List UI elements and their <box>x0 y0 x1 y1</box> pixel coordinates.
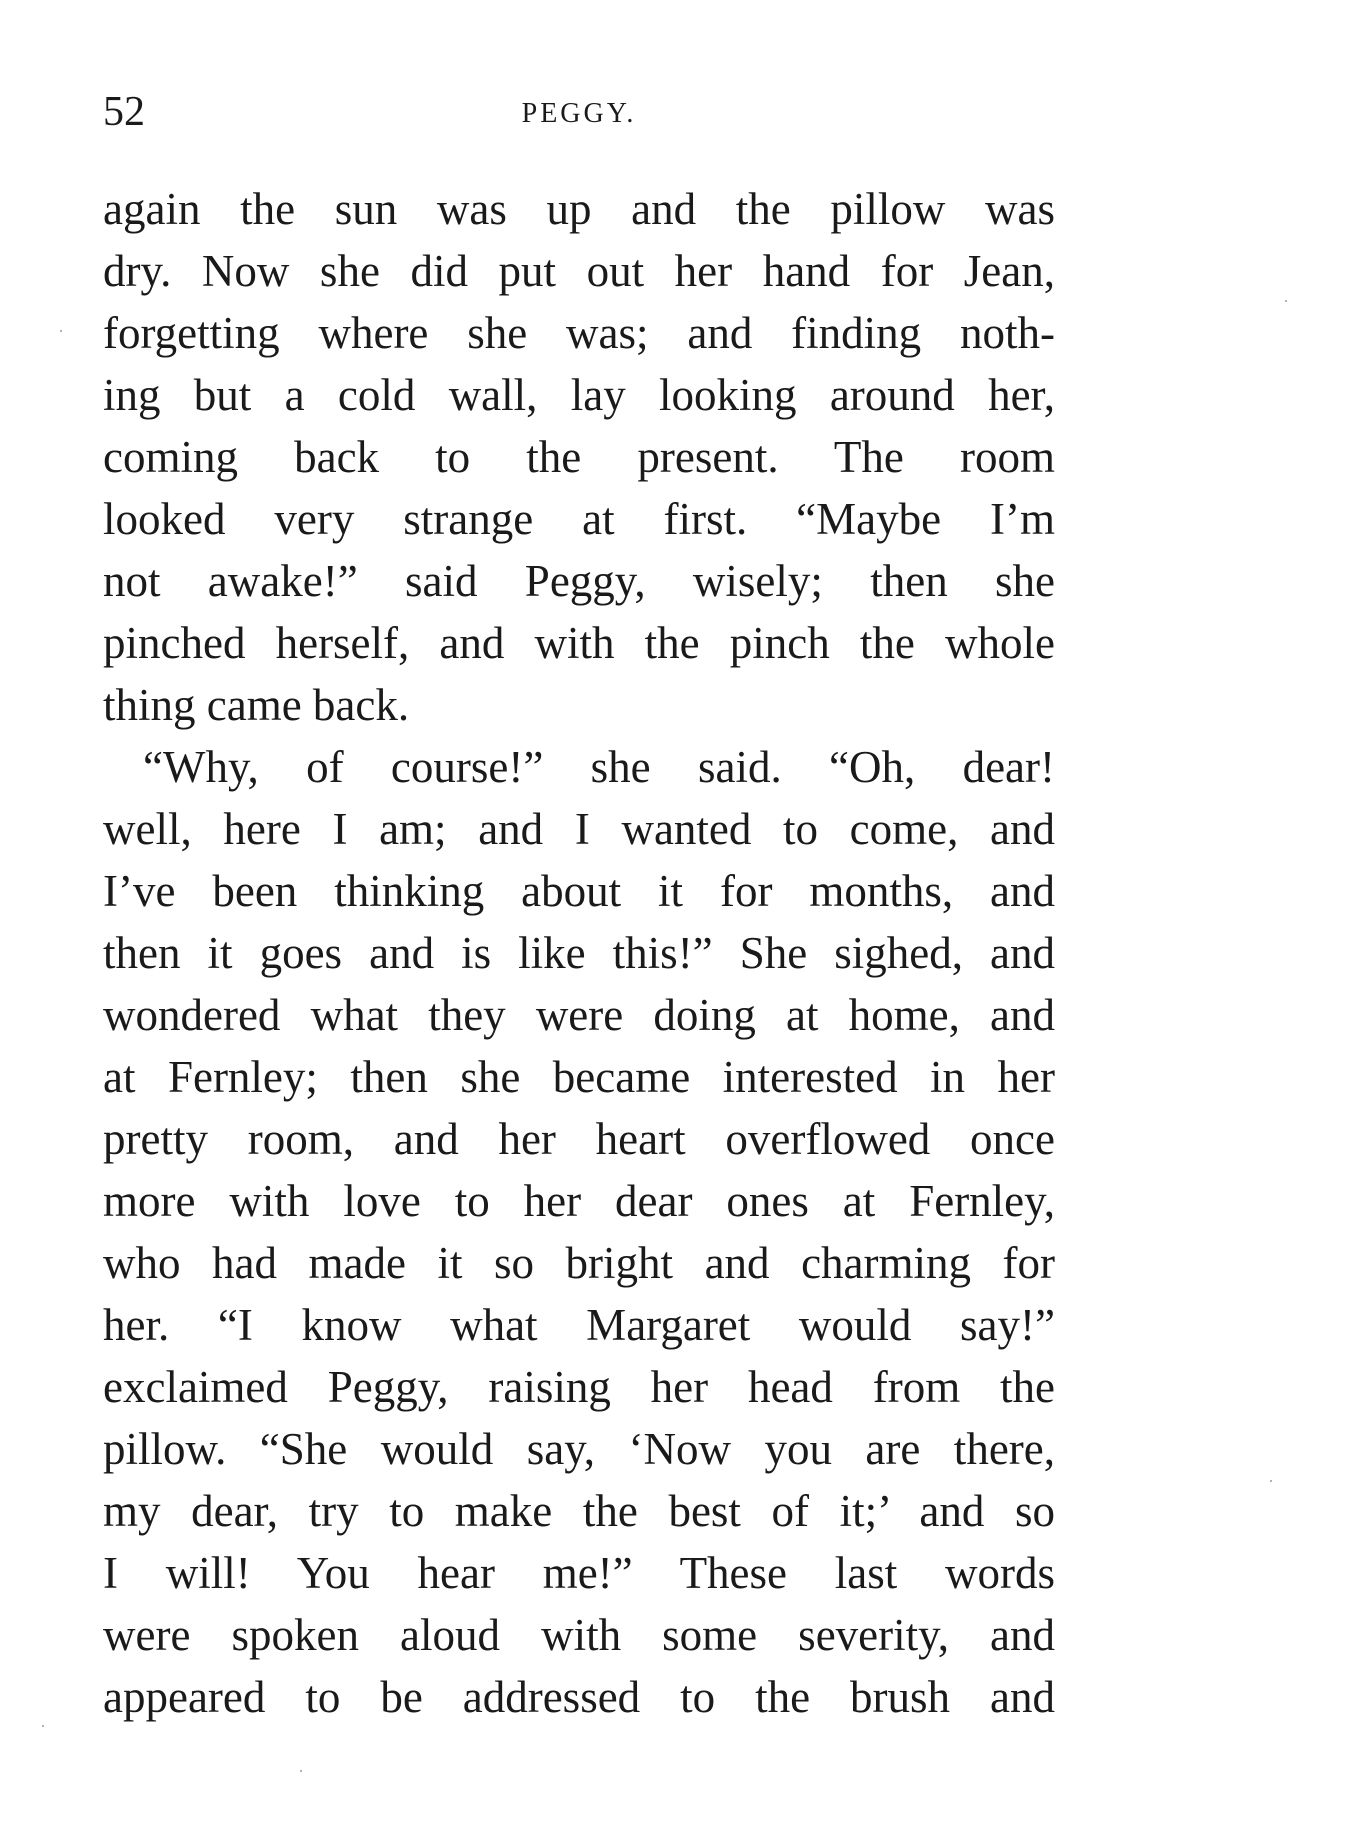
running-head <box>103 82 1055 142</box>
text-line: wondered what they were doing at home, and <box>103 990 1055 1040</box>
body-text <box>103 178 1055 1728</box>
text-line: “Why, of course!” she said. “Oh, dear! <box>143 742 1055 792</box>
text-line: thing came back. <box>103 680 410 730</box>
speck <box>1270 1480 1272 1482</box>
text-line: her. “I know what Margaret would say!” <box>103 1300 1055 1350</box>
text-line: pretty room, and her heart overflowed once <box>103 1114 1055 1164</box>
text-line: well, here I am; and I wanted to come, and <box>103 804 1055 854</box>
text-line: more with love to her dear ones at Fernley, <box>103 1176 1055 1226</box>
text-line: dry. Now she did put out her hand for Jean, <box>103 246 1055 296</box>
text-line: looked very strange at first. “Maybe I’m <box>103 494 1055 544</box>
text-line: not awake!” said Peggy, wisely; then she <box>103 556 1055 606</box>
text-line: pillow. “She would say, ‘Now you are there, <box>103 1424 1055 1474</box>
running-title: PEGGY. <box>521 98 637 129</box>
text-line: were spoken aloud with some severity, and <box>103 1610 1055 1660</box>
text-line: at Fernley; then she became interested in her <box>103 1052 1055 1102</box>
text-line: who had made it so bright and charming for <box>103 1238 1055 1288</box>
text-line: then it goes and is like this!” She sighed, and <box>103 928 1055 978</box>
text-line: exclaimed Peggy, raising her head from the <box>103 1362 1055 1412</box>
text-line: ing but a cold wall, lay looking around her, <box>103 370 1055 420</box>
text-line: again the sun was up and the pillow was <box>103 184 1055 234</box>
speck <box>60 330 62 332</box>
text-line: pinched herself, and with the pinch the whole <box>103 618 1055 668</box>
page-number: 52 <box>103 89 145 135</box>
speck <box>42 1725 44 1727</box>
text-line: forgetting where she was; and finding noth- <box>103 308 1055 358</box>
text-line: appeared to be addressed to the brush and <box>103 1672 1055 1722</box>
text-line: coming back to the present. The room <box>103 432 1055 482</box>
speck <box>1285 300 1287 302</box>
text-line: I’ve been thinking about it for months, and <box>103 866 1055 916</box>
text-line: I will! You hear me!” These last words <box>103 1548 1055 1598</box>
speck <box>300 1770 302 1772</box>
text-line: my dear, try to make the best of it;’ and so <box>103 1486 1055 1536</box>
